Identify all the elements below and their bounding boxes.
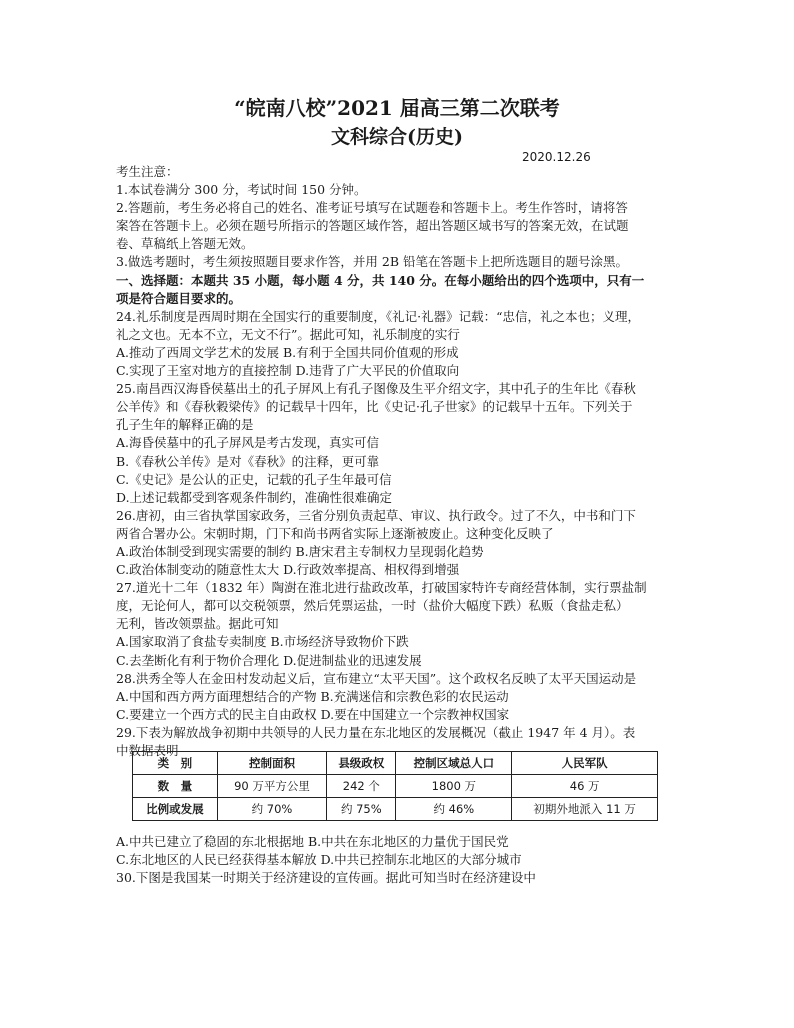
table-cell: 1800 万 xyxy=(396,775,512,798)
table-header-row xyxy=(133,752,658,775)
question-line: 度，无论何人，都可以交税领票，然后凭票运盐，一时（盐价大幅度下跌）私贩（食盐走私） xyxy=(116,598,629,614)
section-heading: 一、选择题：本题共 35 小题，每小题 4 分，共 140 分。在每小题给出的四个选项中，只有一 xyxy=(116,272,645,288)
table-cell: 约 70% xyxy=(217,798,327,821)
table-header-cell: 人民军队 xyxy=(512,752,658,775)
exam-date: 2020.12.26 xyxy=(522,150,591,164)
option-line: C.政治体制变动的随意性太大 D.行政效率提高、相权得到增强 xyxy=(116,562,460,578)
table-header-cell: 县级政权 xyxy=(327,752,396,775)
question-line: 29.下表为解放战争初期中共领导的人民力量在东北地区的发展概况（截止 1947 年 4 月）。表 xyxy=(116,724,636,740)
question-line: 28.洪秀全等人在金田村发动起义后，宣布建立“太平天国”。这个政权名反映了太平天国运动是 xyxy=(116,670,637,686)
notice-line: 卷、草稿纸上答题无效。 xyxy=(116,236,254,252)
option-line: D.上述记载都受到客观条件制约，准确性很难确定 xyxy=(116,489,393,505)
exam-body xyxy=(116,163,690,760)
option-line: B.《春秋公羊传》是对《春秋》的注释，更可靠 xyxy=(116,453,380,469)
table-cell: 约 46% xyxy=(396,798,512,821)
table-cell: 242 个 xyxy=(327,775,396,798)
question-line: 27.道光十二年（1832 年）陶澍在淮北进行盐政改革，打破国家特许专商经营体制，实行票盐制 xyxy=(116,580,647,596)
question-line: 中数据表明 xyxy=(116,743,179,758)
question-line: 26.唐初，由三省执掌国家政务，三省分别负责起草、审议、执行政令。过了不久，中书和门下 xyxy=(116,507,636,523)
option-line: A.中国和西方两方面理想结合的产物 B.充满迷信和宗教色彩的农民运动 xyxy=(116,688,509,704)
option-line: A.中共已建立了稳固的东北根据地 B.中共在东北地区的力量优于国民党 xyxy=(116,834,509,849)
table-header-cell: 控制区域总人口 xyxy=(396,752,512,775)
table-cell: 46 万 xyxy=(512,775,658,798)
option-line: A.政治体制受到现实需要的制约 B.唐宋君主专制权力呈现弱化趋势 xyxy=(116,543,484,559)
option-line: C.《史记》是公认的正史，记载的孔子生年最可信 xyxy=(116,471,392,487)
table-row xyxy=(133,798,658,821)
table-cell: 初期外地派入 11 万 xyxy=(512,798,658,821)
exam-body-continued xyxy=(116,833,690,887)
option-line: A.海昏侯墓中的孔子屏风是考古发现，真实可信 xyxy=(116,435,380,451)
table-header-cell: 控制面积 xyxy=(217,752,327,775)
question-line: 礼之文也。无本不立，无文不行”。据此可知，礼乐制度的实行 xyxy=(116,326,460,342)
option-line: C.东北地区的人民已经获得基本解放 D.中共已控制东北地区的大部分城市 xyxy=(116,852,522,868)
option-line: C.去垄断化有利于物价合理化 D.促进制盐业的迅速发展 xyxy=(116,652,422,668)
table-header-cell: 类 别 xyxy=(133,752,218,775)
question-line: 两省合署办公。宋朝时期，门下和尚书两省实际上逐渐被废止。这种变化反映了 xyxy=(116,525,554,541)
table-row xyxy=(133,775,658,798)
notice-line: 2.答题前，考生务必将自己的姓名、准考证号填写在试题卷和答题卡上。考生作答时，请将答 xyxy=(116,200,628,216)
question-line: 25.南昌西汉海昏侯墓出土的孔子屏风上有孔子图像及生平介绍文字，其中孔子的生年比《春秋 xyxy=(116,381,636,397)
notice-line: 1.本试卷满分 300 分，考试时间 150 分钟。 xyxy=(116,182,367,198)
question-line: 公羊传》和《春秋穀梁传》的记载早十四年，比《史记·孔子世家》的记载早十五年。下列关于 xyxy=(116,399,633,415)
table-cell: 90 万平方公里 xyxy=(217,775,327,798)
table-cell: 数 量 xyxy=(133,775,218,798)
option-line: C.实现了王室对地方的直接控制 D.违背了广大平民的价值取向 xyxy=(116,363,460,379)
exam-subtitle: 文科综合(历史) xyxy=(331,126,463,148)
question-line: 24.礼乐制度是西周时期在全国实行的重要制度，《礼记·礼器》记载：“忠信，礼之本也；义理， xyxy=(116,308,640,324)
exam-title: “皖南八校”2021 届高三第二次联考 xyxy=(234,96,560,120)
question-line: 30.下图是我国某一时期关于经济建设的宣传画。据此可知当时在经济建设中 xyxy=(116,870,536,886)
data-table xyxy=(132,751,658,821)
table-cell: 约 75% xyxy=(327,798,396,821)
option-line: A.推动了西周文学艺术的发展 B.有利于全国共同价值观的形成 xyxy=(116,344,459,360)
option-line: A.国家取消了食盐专卖制度 B.市场经济导致物价下跌 xyxy=(116,634,409,650)
option-line: C.要建立一个西方式的民主自由政权 D.要在中国建立一个宗教神权国家 xyxy=(116,706,510,722)
question-line: 孔子生年的解释正确的是 xyxy=(116,417,254,433)
section-heading: 项是符合题目要求的。 xyxy=(116,290,242,306)
notice-heading: 考生注意： xyxy=(116,164,179,179)
notice-line: 案答在答题卡上。必须在题号所指示的答题区域作答，超出答题区域书写的答案无效，在试题 xyxy=(116,218,629,234)
notice-line: 3.做选考题时，考生须按照题目要求作答，并用 2B 铅笔在答题卡上把所选题目的题号涂黑。 xyxy=(116,254,629,270)
table-cell: 比例或发展 xyxy=(133,798,218,821)
question-line: 无利，皆改领票盐。据此可知 xyxy=(116,616,279,632)
